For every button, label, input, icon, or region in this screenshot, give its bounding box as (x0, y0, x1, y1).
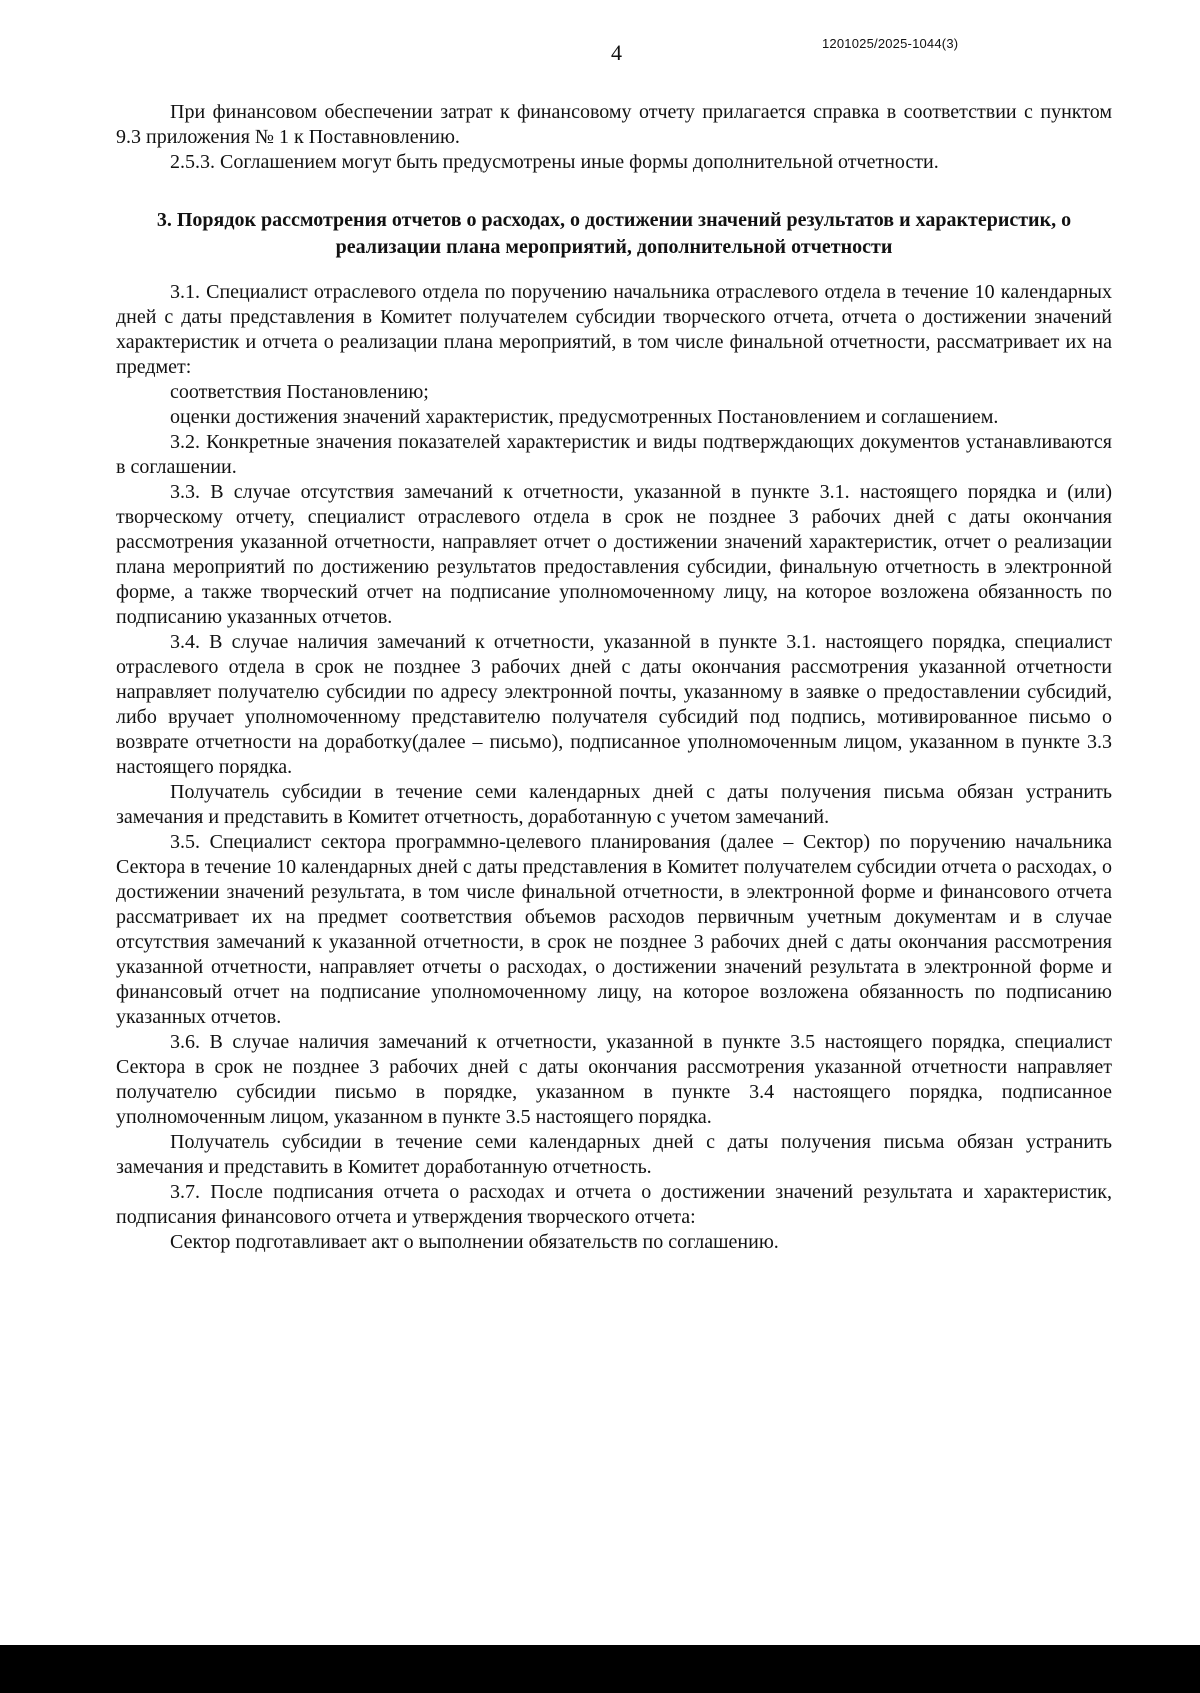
document-id: 1201025/2025-1044(3) (822, 36, 959, 51)
paragraph-3-2: 3.2. Конкретные значения показателей характеристик и виды подтверждающих документов устанавливаются в соглашении. (116, 431, 1112, 478)
paragraph-3-6: 3.6. В случае наличия замечаний к отчетности, указанной в пункте 3.5 настоящего порядка, специалист Сектора в срок не позднее 3 рабочих дней с даты окончания рассмотрения указанной отчетности направляет получателю субсидии письмо в порядке, указанном в пункте 3.4 настоящего порядка, подписанное уполномоченным лицом, указанном в пункте 3.5 настоящего порядка. (116, 1031, 1112, 1128)
paragraph-3-1-item-compliance: соответствия Постановлению; (170, 381, 429, 403)
paragraph-financial-reference: При финансовом обеспечении затрат к финансовому отчету прилагается справка в соответствии с пунктом 9.3 приложения № 1 к Поставновлению. (116, 101, 1112, 148)
page-number: 4 (611, 40, 622, 65)
scan-bottom-border (0, 1645, 1200, 1693)
section-heading: 3. Порядок рассмотрения отчетов о расходах, о достижении значений результатов и характеристик, о реализации плана мероприятий, дополнительной отчетности (156, 209, 1072, 258)
document-body (116, 100, 1112, 1255)
paragraph-3-7-act: Сектор подготавливает акт о выполнении обязательств по соглашению. (170, 1231, 779, 1253)
paragraph-3-7: 3.7. После подписания отчета о расходах и отчета о достижении значений результата и характеристик, подписания финансового отчета и утверждения творческого отчета: (116, 1181, 1112, 1228)
paragraph-3-6-recipient: Получатель субсидии в течение семи календарных дней с даты получения письма обязан устранить замечания и представить в Комитет доработанную отчетность. (116, 1131, 1112, 1178)
paragraph-2-5-3: 2.5.3. Соглашением могут быть предусмотрены иные формы дополнительной отчетности. (170, 151, 939, 173)
paragraph-3-5: 3.5. Специалист сектора программно-целевого планирования (далее – Сектор) по поручению начальника Сектора в течение 10 календарных дней с даты представления в Комитет получателем субсидии отчета о расходах, о достижении значений результата, в том числе финальной отчетности, в электронной форме и финансового отчета рассматривает их на предмет соответствия объемов расходов первичным учетным документам и в случае отсутствия замечаний к указанной отчетности, в срок не позднее 3 рабочих дней с даты окончания рассмотрения указанной отчетности, направляет отчеты о расходах, о достижении значений результата в электронной форме и финансовый отчет на подписание уполномоченному лицу, на которое возложена обязанность по подписанию указанных отчетов. (116, 831, 1112, 1028)
paragraph-3-1: 3.1. Специалист отраслевого отдела по поручению начальника отраслевого отдела в течение 10 календарных дней с даты представления в Комитет получателем субсидии творческого отчета, отчета о достижении значений характеристик и отчета о реализации плана мероприятий, в том числе финальной отчетности, рассматривает их на предмет: (116, 281, 1112, 378)
paragraph-3-1-item-assessment: оценки достижения значений характеристик, предусмотренных Постановлением и соглашением. (170, 406, 999, 428)
paragraph-3-3: 3.3. В случае отсутствия замечаний к отчетности, указанной в пункте 3.1. настоящего порядка и (или) творческому отчету, специалист отраслевого отдела в срок не позднее 3 рабочих дней с даты окончания рассмотрения указанной отчетности, направляет отчет о достижении значений характеристик, отчет о реализации плана мероприятий по достижению результатов предоставления субсидии, финальную отчетность в электронной форме, а также творческий отчет на подписание уполномоченному лицу, на которое возложена обязанность по подписанию указанных отчетов. (116, 481, 1112, 628)
paragraph-3-4: 3.4. В случае наличия замечаний к отчетности, указанной в пункте 3.1. настоящего порядка, специалист отраслевого отдела в срок не позднее 3 рабочих дней с даты окончания рассмотрения указанной отчетности направляет получателю субсидии по адресу электронной почты, указанному в заявке о предоставлении субсидий, либо вручает уполномоченному представителю получателя субсидий под подпись, мотивированное письмо о возврате отчетности на доработку(далее – письмо), подписанное уполномоченным лицом, указанном в пункте 3.3 настоящего порядка. (116, 631, 1112, 778)
paragraph-3-4-recipient: Получатель субсидии в течение семи календарных дней с даты получения письма обязан устранить замечания и представить в Комитет отчетность, доработанную с учетом замечаний. (116, 781, 1112, 828)
